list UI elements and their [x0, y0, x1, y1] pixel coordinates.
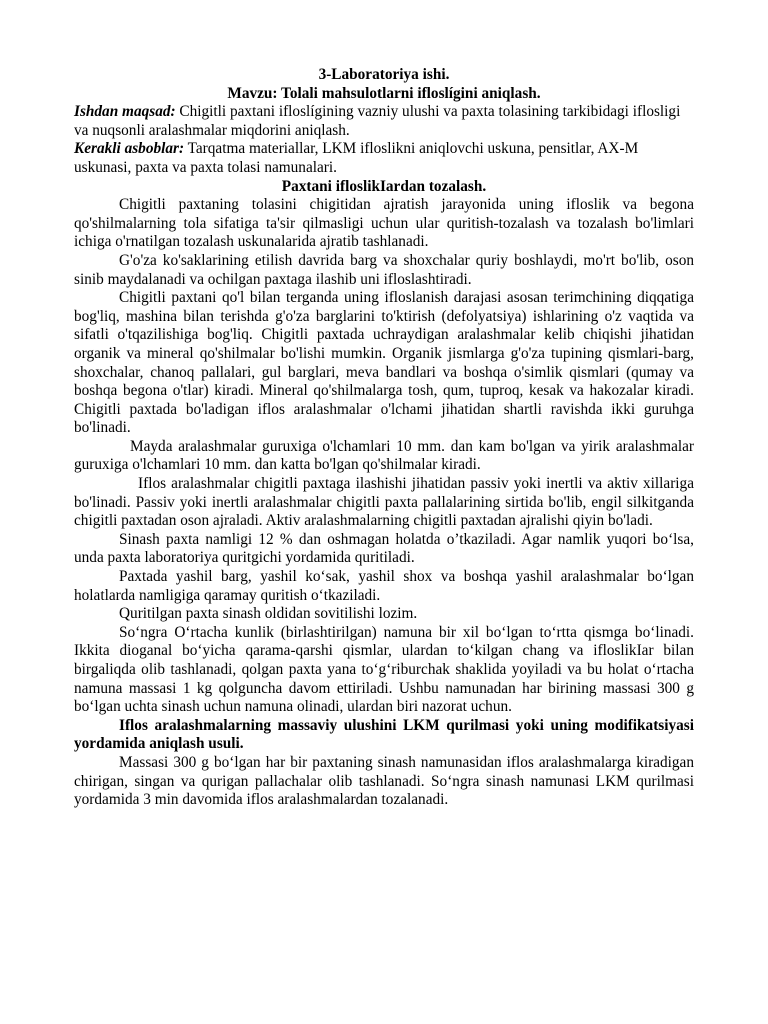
- topic-title: Mavzu: Tolali mahsulotlarni ifloslígini aniqlash.: [227, 84, 541, 102]
- tools-text: Tarqatma materiallar, LKM ifloslikni aniqlovchi uskuna, pensitlar, AX-M uskunasi, paxta va paxta tolasi namunalari.: [74, 140, 639, 176]
- tools-paragraph: [74, 140, 694, 177]
- paragraph-3: Chigitli paxtani qo'l bilan terganda uning ifloslanish darajasi asosan terimchining diqqatiga bog'liq, mashina bilan terishda g'o'za barglarini to'ktirish (defolyatsiya) ishlarining o'z vaqtida va sifatli o'tqazilishiga bog'liq. Chigitli paxtada uchraydigan aralashmalar kelib chiqishi jihatidan organik va mineral qo'shilmalar bo'lishi mumkin. Organik jismlarga g'o'za tupining qismlari-barg, shoxchalar, chanoq pallalari, gul barglari, meva bandlari va boshqa o'simlik qismlari (qumay va boshqa begona o'tlar) kiradi. Mineral qo'shilmalarga tosh, qum, tuproq, kesak va hakozalar kiradi. Chigitli paxtada bo'ladigan iflos aralashmalar o'lchami jihatidan shartli ravishda ikki guruhga bo'linadi.: [74, 289, 694, 437]
- paragraph-2: G'o'za ko'saklarining etilish davrida barg va shoxchalar quriy boshlaydi, mo'rt bo'lib, oson sinib maydalanadi va ochilgan paxtaga ilashib uni ifloslashtiradi.: [74, 251, 694, 288]
- goal-text: Chigitli paxtani ifloslígining vazniy ulushi va paxta tolasining tarkibidagi iflosligi va nuqsonli aralashmalar miqdorini aniqlash.: [74, 103, 681, 139]
- paragraph-6: Sinash paxta namligi 12 % dan oshmagan holatda o’tkaziladi. Agar namlik yuqori bo‘lsa, unda paxta laboratoriya quritgichi yordamida quritiladi.: [74, 530, 694, 567]
- tools-label: Kerakli asboblar:: [74, 140, 185, 158]
- lab-heading: 3-Laboratoriya ishi.: [318, 66, 450, 83]
- paragraph-7: Paxtada yashil barg, yashil ko‘sak, yashil shox va boshqa yashil aralashmalar bo‘lgan holatlarda namligiga qaramay quritish o‘tkaziladi.: [74, 568, 694, 604]
- section-title-cleaning: Paxtani ifloslikIardan tozalash.: [281, 177, 487, 195]
- goal-label: Ishdan maqsad:: [74, 103, 176, 121]
- paragraph-5: Iflos aralashmalar chigitli paxtaga ilashishi jihatidan passiv yoki inertli va aktiv xillariga bo'linadi. Passiv yoki inertli aralashmalar chigitli paxta pallalarining sirtida bo'lib, engil silkitganda chigitli paxtadan oson ajraladi. Aktiv aralashmalarning chigitli paxtadan ajralishi qiyin bo'ladi.: [74, 475, 694, 530]
- final-paragraph: Massasi 300 g bo‘lgan har bir paxtaning sinash namunasidan iflos aralashmalarga kiradigan chirigan, singan va qurigan pallachalar olib tashlanadi. So‘ngra sinash namunasi LKM qurilmasi yordamida 3 min davomida iflos aralashmalardan tozalanadi.: [74, 753, 694, 809]
- paragraph-4: Mayda aralashmalar guruxiga o'lchamlari 10 mm. dan kam bo'lgan va yirik aralashmalar guruxiga o'lchamlari 10 mm. dan katta bo'lgan qo'shilmalar kiradi.: [74, 437, 694, 474]
- paragraph-9: So‘ngra O‘rtacha kunlik (birlashtirilgan) namuna bir xil bo‘lgan to‘rtta qismga bo‘linadi. Ikkita dioganal bo‘yicha qarama-qarshi qismlar, ulardan to‘kilgan chang va ifloslikIar bilan birgaliqda olib tashlanadi, qolgan paxta yana to‘g‘riburchak shaklida yoyiladi va bu holat o‘rtacha namuna massasi 1 kg qolguncha davom ettiriladi. Ushbu namunadan har birining massasi 300 g bo‘lgan uchta sinash uchun namuna olinadi, ulardan biri nazorat uchun.: [74, 623, 694, 716]
- document-page: [74, 66, 694, 810]
- goal-paragraph: [74, 103, 694, 140]
- section-title-method: Iflos aralashmalarning massaviy ulushini LKM qurilmasi yoki uning modifikatsiyasi yordamida aniqlash usuli.: [74, 716, 694, 753]
- paragraph-1: Chigitli paxtaning tolasini chigitidan ajratish jarayonida uning ifloslik va begona qo'shilmalarning tola sifatiga ta'sir qilmasligi uchun ular quritish-tozalash va tozalash bo'limlari ichiga o'rnatilgan tozalash uskunalarida ajratib tashlanadi.: [74, 196, 694, 251]
- paragraph-8: Quritilgan paxta sinash oldidan sovitilishi lozim.: [119, 605, 418, 623]
